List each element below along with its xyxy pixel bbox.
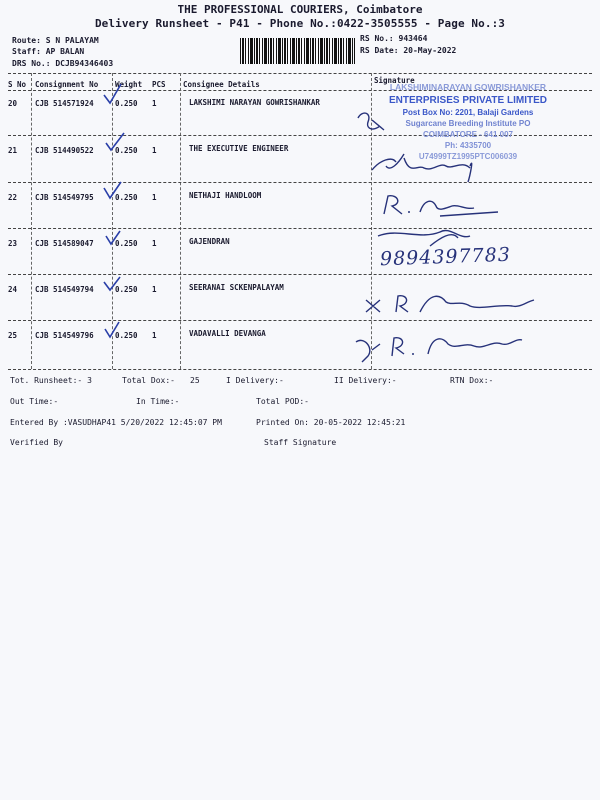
row-consignment: CJB 514549794 <box>35 285 94 294</box>
signature-stroke <box>356 338 522 362</box>
total-dox-value: 25 <box>190 376 200 385</box>
rtn-dox-label: RTN Dox:- <box>450 376 494 385</box>
col-header-weight: Weight <box>115 80 143 89</box>
row-weight: 0.250 <box>115 99 138 108</box>
col-header-consignee: Consignee Details <box>183 80 260 89</box>
row-weight: 0.250 <box>115 239 138 248</box>
row-pcs: 1 <box>152 285 157 294</box>
row-sno: 21 <box>8 146 18 155</box>
row-consignee: SEERANAI SCKENPALAYAM <box>189 283 284 292</box>
stamp-line: Ph: 4335700 <box>444 141 492 150</box>
row-weight: 0.250 <box>115 331 138 340</box>
total-pod-label: Total POD:- <box>256 397 309 406</box>
handwritten-phone: 9894397783 <box>379 243 512 271</box>
verified-by-label: Verified By <box>10 438 63 447</box>
stamp-line: Post Box No: 2201, Balaji Gardens <box>402 108 534 117</box>
col-header-signature: Signature <box>374 76 415 85</box>
tot-runsheet-label: Tot. Runsheet:- 3 <box>10 376 92 385</box>
row-consignee: VADAVALLI DEVANGA <box>189 329 266 338</box>
out-time-label: Out Time:- <box>10 397 59 406</box>
row-weight: 0.250 <box>115 146 138 155</box>
stamp-line: Sugarcane Breeding Institute PO <box>405 119 531 128</box>
row-pcs: 1 <box>152 239 157 248</box>
stamp-line: LAKSHIMINARAYAN GOWRISHANKER <box>389 82 547 92</box>
row-consignee: THE EXECUTIVE ENGINEER <box>189 144 289 153</box>
row-pcs: 1 <box>152 331 157 340</box>
col-header-pcs: PCS <box>152 80 166 89</box>
col-header-sno: S No <box>8 80 27 89</box>
page-title: THE PROFESSIONAL COURIERS, Coimbatore <box>177 3 423 16</box>
rs-no-label: RS No.: 943464 <box>360 34 428 43</box>
staff-signature-label: Staff Signature <box>264 438 337 447</box>
row-pcs: 1 <box>152 193 157 202</box>
stamp-line: ENTERPRISES PRIVATE LIMITED <box>389 95 547 106</box>
signature-stroke <box>378 230 470 246</box>
page-subtitle: Delivery Runsheet - P41 - Phone No.:0422-3505555 - Page No.:3 <box>94 17 506 30</box>
row-sno: 23 <box>8 239 18 248</box>
row-consignment: CJB 514571924 <box>35 99 94 108</box>
signature-stroke <box>384 196 498 216</box>
entered-by-label: Entered By :VASUDHAP41 5/20/2022 12:45:07 PM <box>10 418 222 427</box>
route-label: Route: S N PALAYAM <box>12 36 99 45</box>
row-pcs: 1 <box>152 146 157 155</box>
rs-date-label: RS Date: 20-May-2022 <box>360 46 457 55</box>
row-consignee: GAJENDRAN <box>189 237 230 246</box>
row-consignment: CJB 514549795 <box>35 193 94 202</box>
stamp-line: COIMBATORE - 641 007 <box>423 130 513 139</box>
signature-stroke <box>366 296 534 312</box>
staff-label: Staff: AP BALAN <box>12 47 85 56</box>
row-consignment: CJB 514589047 <box>35 239 94 248</box>
printed-on-label: Printed On: 20-05-2022 12:45:21 <box>256 418 406 427</box>
row-sno: 20 <box>8 99 18 108</box>
signature-stroke <box>358 113 384 130</box>
in-time-label: In Time:- <box>136 397 180 406</box>
stamp-line: U74999TZ1995PTC006039 <box>418 152 518 161</box>
row-consignment: CJB 514549796 <box>35 331 94 340</box>
row-weight: 0.250 <box>115 193 138 202</box>
row-sno: 22 <box>8 193 18 202</box>
row-weight: 0.250 <box>115 285 138 294</box>
signature-stroke <box>372 154 472 182</box>
ii-delivery-label: II Delivery:- <box>334 376 397 385</box>
row-pcs: 1 <box>152 99 157 108</box>
row-consignee: LAKSHIMI NARAYAN GOWRISHANKAR <box>189 98 320 107</box>
row-sno: 24 <box>8 285 18 294</box>
row-consignee: NETHAJI HANDLOOM <box>189 191 262 200</box>
row-consignment: CJB 514490522 <box>35 146 94 155</box>
col-header-consignment: Consignment No <box>35 80 99 89</box>
row-sno: 25 <box>8 331 18 340</box>
drs-label: DRS No.: DCJB94346403 <box>12 59 114 68</box>
total-dox-label: Total Dox:- <box>122 376 175 385</box>
i-delivery-label: I Delivery:- <box>226 376 284 385</box>
